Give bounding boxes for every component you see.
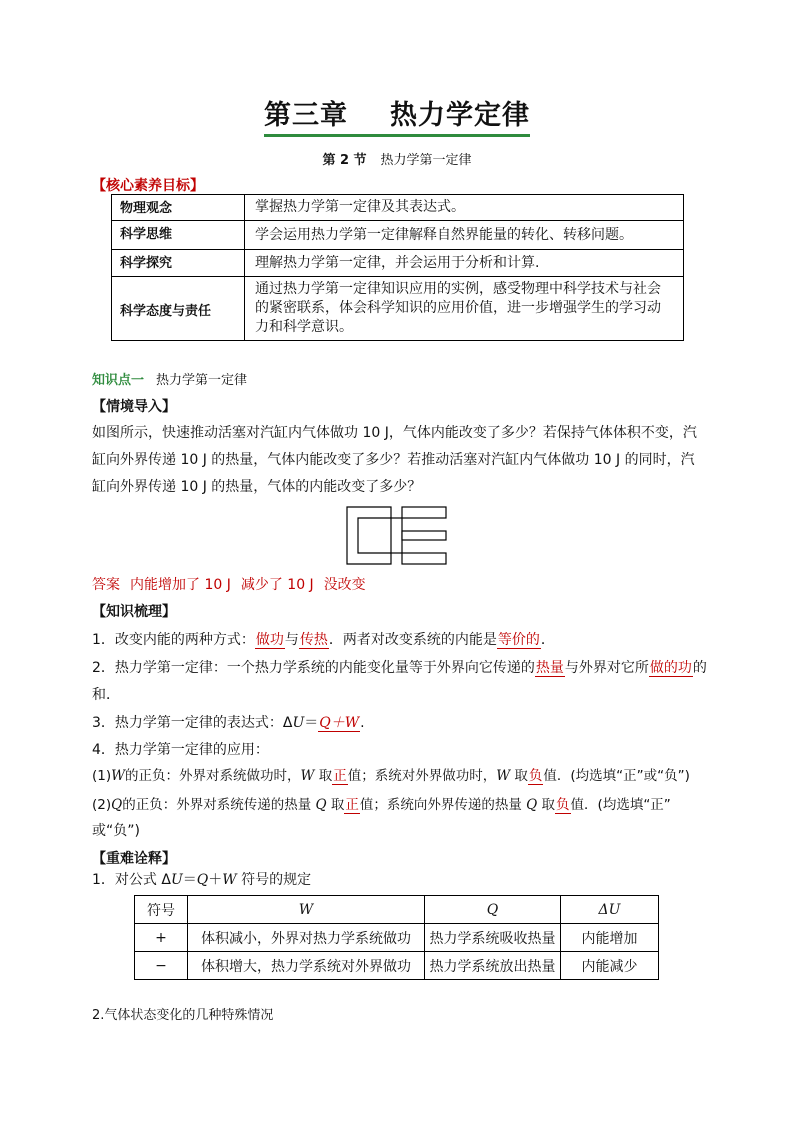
- text: 1．对公式 Δ: [92, 872, 171, 888]
- table-header-row: [135, 896, 659, 924]
- goal-label: 科学态度与责任: [112, 277, 245, 341]
- section-name: 热力学第一定律: [380, 153, 472, 168]
- table-cell: 热力学系统吸收热量: [425, 924, 561, 952]
- blank-answer: 做功: [255, 632, 284, 648]
- section-number: 第 2 节: [322, 153, 367, 168]
- text: .: [360, 715, 365, 731]
- chapter-name: 热力学定律: [390, 100, 530, 131]
- answer-label: 答案: [92, 577, 120, 593]
- table-header: Q: [425, 896, 561, 924]
- explain-item-2: 2.气体状态变化的几种特殊情况: [92, 1008, 274, 1023]
- cylinder-bottom-rail: [402, 553, 446, 564]
- text: (2): [92, 797, 112, 813]
- text: 取: [537, 797, 556, 813]
- blank-answer: 负: [528, 768, 543, 784]
- text: 1．改变内能的两种方式：: [92, 632, 255, 648]
- core-goals-table: [111, 194, 684, 341]
- cylinder-top-rail: [402, 507, 446, 518]
- blank-answer: 正: [333, 768, 347, 784]
- answer-part-2: 减少了 10 J: [240, 577, 314, 593]
- sign-convention-table: [134, 895, 659, 980]
- goal-label: 科学探究: [112, 250, 245, 277]
- text: 取: [326, 797, 345, 813]
- blank-answer: 做的功: [649, 660, 692, 676]
- explain-item-1: [92, 868, 707, 892]
- cylinder-wall: [347, 507, 391, 564]
- scenario-answer: [92, 574, 366, 594]
- variable: Q: [526, 797, 538, 813]
- text: 值．(均选填“正”或“负”): [543, 768, 690, 784]
- variable: W: [496, 768, 511, 784]
- piston-rod: [402, 531, 446, 540]
- text: 与: [284, 632, 299, 648]
- text: 2．热力学第一定律：一个热力学系统的内能变化量等于外界向它传递的: [92, 660, 535, 676]
- section-title: [0, 149, 794, 168]
- answer-part-3: 没改变: [323, 577, 366, 593]
- blank-answer: 负: [556, 797, 570, 813]
- goal-row: [112, 277, 684, 341]
- goal-row: [112, 195, 684, 221]
- variable: W: [222, 872, 237, 888]
- text: ．两者对改变系统的内能是: [328, 632, 497, 648]
- text: 值；系统向外界传递的热量: [359, 797, 527, 813]
- text: (1): [92, 768, 112, 784]
- table-cell: 内能减少: [561, 952, 659, 980]
- text: 3．热力学第一定律的表达式：Δ: [92, 715, 293, 731]
- goal-text: 通过热力学第一定律知识应用的实例，感受物理中科学技术与社会的紧密联系，体会科学知识的应用价值，进一步增强学生的学习动力和科学意识。: [245, 277, 684, 341]
- chapter-number: 第三章: [264, 100, 348, 131]
- variable: U: [170, 872, 183, 888]
- table-row: [135, 924, 659, 952]
- core-goals-label: 【核心素养目标】: [92, 178, 204, 194]
- blank-answer: 热量: [535, 660, 564, 676]
- review-item-6-cont: 或“负”): [92, 823, 140, 839]
- text: ＝: [182, 872, 197, 888]
- review-item-5: [92, 764, 707, 788]
- review-item-3: [92, 711, 707, 735]
- review-item-2: [92, 656, 707, 680]
- table-cell: 热力学系统放出热量: [425, 952, 561, 980]
- blank-answer: 正: [345, 797, 359, 813]
- knowledge-point-title: 热力学第一定律: [156, 373, 248, 388]
- text: 的: [692, 660, 707, 676]
- text: 的正负：外界对系统做功时，: [125, 768, 301, 784]
- review-heading: 【知识梳理】: [92, 604, 176, 620]
- goal-text: 学会运用热力学第一定律解释自然界能量的转化、转移问题。: [245, 221, 684, 250]
- goal-row: [112, 250, 684, 277]
- goal-text: 理解热力学第一定律，并会运用于分析和计算.: [245, 250, 684, 277]
- knowledge-point-label: 知识点一: [92, 373, 145, 388]
- explain-heading: 【重难诠释】: [92, 851, 176, 867]
- text: 值．(均选填“正”: [570, 797, 671, 813]
- variable: Q: [111, 797, 123, 813]
- text: ＋: [208, 872, 223, 888]
- variable: W: [111, 768, 126, 784]
- chapter-title: [0, 93, 794, 137]
- text: 的正负：外界对系统传递的热量: [122, 797, 316, 813]
- table-header: W: [188, 896, 425, 924]
- goal-text: 掌握热力学第一定律及其表达式。: [245, 195, 684, 221]
- variable: U: [292, 715, 305, 731]
- table-cell: 内能增加: [561, 924, 659, 952]
- text: ．: [540, 632, 555, 648]
- text: 与外界对它所: [564, 660, 649, 676]
- table-cell: 体积增大，热力学系统对外界做功: [188, 952, 425, 980]
- table-header: 符号: [135, 896, 188, 924]
- text: 取: [510, 768, 528, 784]
- text: 值；系统对外界做功时，: [347, 768, 497, 784]
- text: ＝: [304, 715, 319, 731]
- variable: Q: [315, 797, 327, 813]
- table-cell: 体积减小，外界对热力学系统做功: [188, 924, 425, 952]
- variable: W: [300, 768, 315, 784]
- table-header: ΔU: [561, 896, 659, 924]
- knowledge-point-heading: [92, 369, 247, 388]
- blank-answer: 等价的: [497, 632, 540, 648]
- review-item-1: [92, 628, 707, 652]
- answer-part-1: 内能增加了 10 J: [130, 577, 231, 593]
- goal-label: 物理观念: [112, 195, 245, 221]
- cylinder-diagram: [346, 506, 447, 566]
- table-cell: −: [135, 952, 188, 980]
- text: 取: [314, 768, 333, 784]
- scenario-heading: 【情境导入】: [92, 399, 176, 415]
- piston-head: [391, 518, 402, 553]
- table-row: [135, 952, 659, 980]
- table-cell: +: [135, 924, 188, 952]
- scenario-text: 如图所示，快速推动活塞对汽缸内气体做功 10 J，气体内能改变了多少？若保持气体体积不变，汽缸向外界传递 10 J 的热量，气体内能改变了多少？若推动活塞对汽缸内气体做功 10 J 的同时，汽缸向外界传递 10 J 的热量，气体的内能改变了多少？: [92, 425, 697, 495]
- text: 符号的规定: [236, 872, 312, 888]
- review-item-4: 4．热力学第一定律的应用：: [92, 742, 269, 758]
- variable: Q: [196, 872, 209, 888]
- review-item-6: [92, 793, 707, 817]
- blank-answer: 传热: [299, 632, 328, 648]
- review-item-2-cont: 和．: [92, 687, 120, 703]
- blank-answer: Q＋W: [319, 715, 360, 731]
- goal-label: 科学思维: [112, 221, 245, 250]
- goal-row: [112, 221, 684, 250]
